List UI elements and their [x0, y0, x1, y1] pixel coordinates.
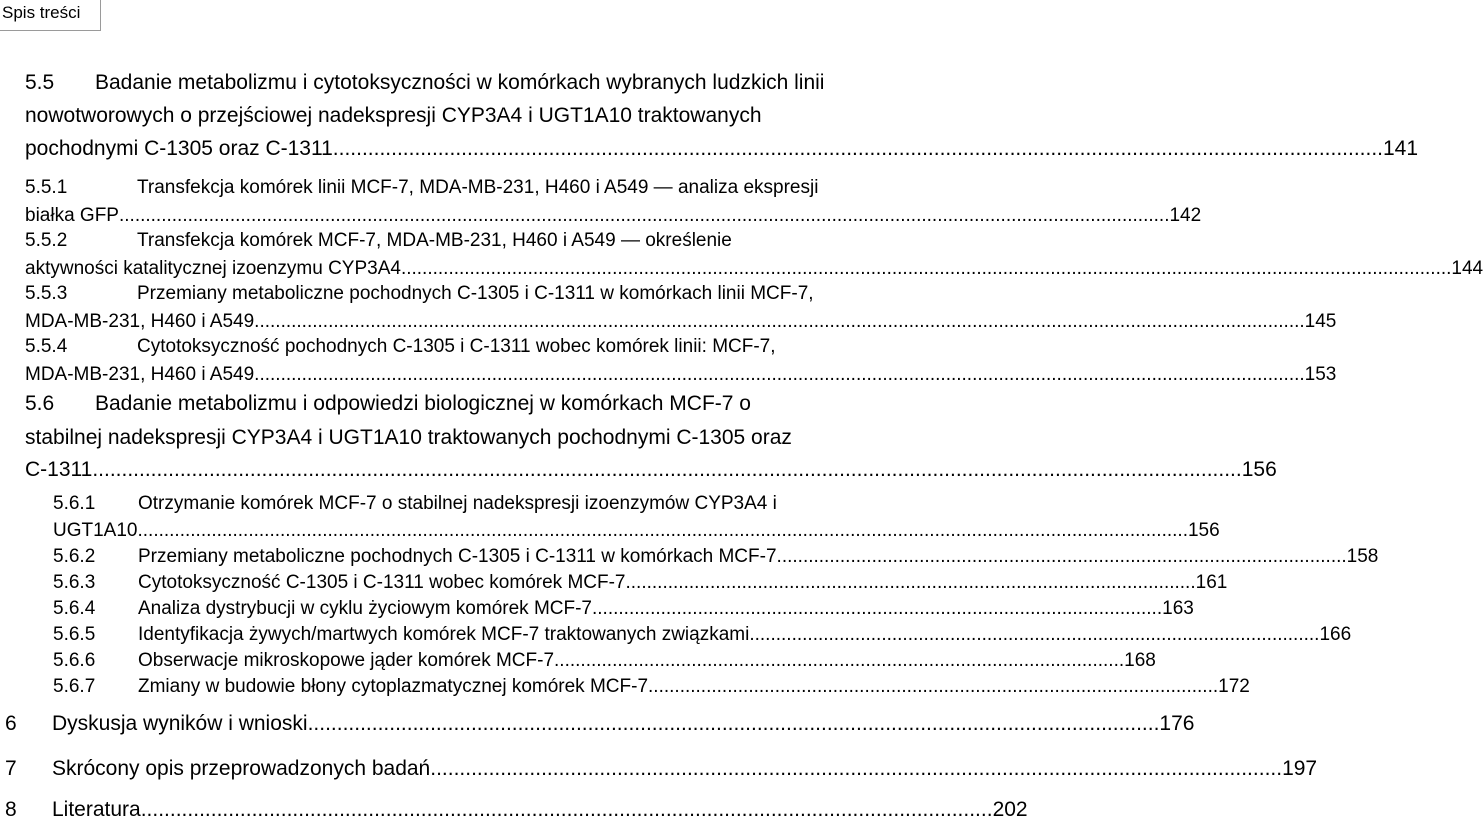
- toc-title-line: aktywności katalitycznej izoenzymu CYP3A4: [25, 258, 401, 279]
- toc-title-line: Obserwacje mikroskopowe jąder komórek MCF-7: [138, 650, 555, 671]
- toc-number: 5.5.1: [25, 177, 68, 198]
- toc-title-line: Literatura: [52, 798, 141, 821]
- dot-leader: ..................................................................................................................................................: [140, 798, 993, 821]
- toc-number: 5.6.2: [53, 546, 96, 567]
- toc-title-line: Cytotoksyczność pochodnych C-1305 i C-1311 wobec komórek linii: MCF-7,: [137, 336, 776, 357]
- toc-page-number: 168: [1124, 650, 1156, 671]
- toc-title-line: Otrzymanie komórek MCF-7 o stabilnej nadekspresji izoenzymów CYP3A4 i: [138, 493, 777, 514]
- toc-entry-5-5-3[interactable]: [25, 282, 960, 305]
- dot-leader: ..................................................................................................................................................: [307, 712, 1160, 735]
- toc-page-number: 163: [1162, 598, 1194, 619]
- toc-title-line: Transfekcja komórek MCF-7, MDA-MB-231, H460 i A549 — określenie: [137, 230, 732, 251]
- toc-title-line: Analiza dystrybucji w cyklu życiowym komórek MCF-7: [138, 598, 592, 619]
- toc-entry-5-5-2-cont: [25, 257, 1483, 280]
- toc-number: 5.6.3: [53, 572, 96, 593]
- toc-entry-5-5-1[interactable]: [25, 176, 960, 199]
- toc-number: 5.5.2: [25, 230, 68, 251]
- toc-page-number: 161: [1195, 572, 1228, 593]
- toc-number: 5.6.1: [53, 493, 96, 514]
- toc-title-line: Badanie metabolizmu i odpowiedzi biologicznej w komórkach MCF-7 o: [95, 392, 751, 415]
- toc-page-number: 202: [992, 798, 1028, 821]
- dot-leader: ...................................................................................................................................................................................: [338, 137, 1383, 160]
- toc-page-number: 176: [1159, 712, 1195, 735]
- toc-entry-5-6[interactable]: [25, 391, 960, 417]
- toc-page-number: 166: [1319, 624, 1352, 645]
- toc-entry-8[interactable]: [5, 797, 1028, 823]
- toc-title-line: Zmiany w budowie błony cytoplazmatycznej komórek MCF-7: [138, 676, 649, 697]
- toc-entry-5-6-4[interactable]: [53, 597, 1194, 620]
- toc-page-number: 172: [1218, 676, 1250, 697]
- toc-number: 5.5.3: [25, 283, 68, 304]
- toc-tab-header[interactable]: [0, 0, 101, 31]
- toc-entry-5-6-1[interactable]: [53, 492, 960, 515]
- toc-number: 5.6.5: [53, 624, 96, 645]
- toc-title-line: C-1311: [25, 458, 93, 481]
- toc-page-number: 145: [1304, 311, 1337, 332]
- toc-number: 5.5: [25, 71, 55, 94]
- toc-title-line: Dyskusja wyników i wnioski: [52, 712, 308, 735]
- toc-entry-7[interactable]: [5, 756, 1318, 782]
- toc-entry-5-5-1-cont: [25, 204, 1202, 227]
- toc-number: 8: [5, 798, 17, 821]
- toc-number: 5.6.6: [53, 650, 96, 671]
- toc-entry-5-6-7[interactable]: [53, 675, 1250, 698]
- dot-leader: ..................................................................................................................................................: [430, 757, 1283, 780]
- toc-title-line: stabilnej nadekspresji CYP3A4 i UGT1A10 traktowanych pochodnymi C-1305 oraz: [25, 426, 792, 449]
- toc-page-number: 197: [1282, 757, 1318, 780]
- toc-title-line: Przemiany metaboliczne pochodnych C-1305 i C-1311 w komórkach linii MCF-7,: [137, 283, 814, 304]
- dot-leader: ............................................................................................................: [648, 676, 1219, 697]
- toc-page-number: 158: [1346, 546, 1379, 567]
- toc-number: 5.6.4: [53, 598, 96, 619]
- dot-leader: ............................................................................................................: [554, 650, 1125, 671]
- toc-title-line: Transfekcja komórek linii MCF-7, MDA-MB-231, H460 i A549 — analiza ekspresji: [137, 177, 819, 198]
- dot-leader: .......................................................................................................................................................................................................: [254, 364, 1305, 385]
- toc-entry-5-5-4[interactable]: [25, 335, 960, 358]
- toc-title-line: UGT1A10: [53, 520, 138, 541]
- toc-entry-5-6-3[interactable]: [53, 571, 1228, 594]
- toc-title-line: Identyfikacja żywych/martwych komórek MCF-7 traktowanych związkami: [138, 624, 750, 645]
- toc-entry-5-6-last: [25, 457, 1277, 483]
- toc-title-line: MDA-MB-231, H460 i A549: [25, 364, 255, 385]
- toc-entry-5-5-cont: [25, 103, 960, 129]
- toc-entry-5-5[interactable]: [25, 70, 960, 96]
- toc-title-line: Badanie metabolizmu i cytotoksyczności w komórkach wybranych ludzkich linii: [95, 71, 825, 94]
- dot-leader: .......................................................................................................................................................................................................: [137, 520, 1188, 541]
- toc-page-number: 153: [1304, 364, 1337, 385]
- toc-entry-5-5-last: [25, 136, 1419, 162]
- dot-leader: ............................................................................................................: [749, 624, 1320, 645]
- dot-leader: .....................................................................................................................................................................................................: [92, 458, 1242, 481]
- toc-entry-5-6-5[interactable]: [53, 623, 1352, 646]
- toc-title-line: nowotworowych o przejściowej nadekspresji CYP3A4 i UGT1A10 traktowanych: [25, 104, 762, 127]
- toc-title-line: MDA-MB-231, H460 i A549: [25, 311, 255, 332]
- toc-title-line: Przemiany metaboliczne pochodnych C-1305 i C-1311 w komórkach MCF-7: [138, 546, 777, 567]
- toc-entry-5-5-3-cont: [25, 310, 1337, 333]
- toc-page-number: 156: [1241, 458, 1277, 481]
- toc-entry-5-6-1-cont: [53, 519, 1220, 542]
- toc-page-number: 141: [1383, 137, 1419, 160]
- toc-number: 5.6: [25, 392, 55, 415]
- toc-title-line: pochodnymi C-1305 oraz C-1311.: [25, 137, 339, 160]
- toc-number: 5.5.4: [25, 336, 68, 357]
- toc-number: 7: [5, 757, 17, 780]
- toc-number: 5.6.7: [53, 676, 96, 697]
- toc-entry-6[interactable]: [5, 711, 1195, 737]
- toc-entry-5-6-cont: [25, 425, 960, 451]
- toc-title-line: Cytotoksyczność C-1305 i C-1311 wobec komórek MCF-7: [138, 572, 626, 593]
- dot-leader: ............................................................................................................: [592, 598, 1163, 619]
- toc-tab-label: Spis treści: [2, 3, 81, 22]
- toc-title-line: białka GFP: [25, 205, 119, 226]
- dot-leader: .......................................................................................................................................................................................................: [254, 311, 1305, 332]
- toc-number: 6: [5, 712, 17, 735]
- toc-entry-5-6-6[interactable]: [53, 649, 1156, 672]
- dot-leader: .......................................................................................................................................................................................................: [400, 258, 1452, 279]
- toc-page-number: 144: [1451, 258, 1483, 279]
- toc-title-line: Skrócony opis przeprowadzonych badań: [52, 757, 431, 780]
- dot-leader: .......................................................................................................................................................................................................: [118, 205, 1170, 226]
- dot-leader: ............................................................................................................: [625, 572, 1196, 593]
- dot-leader: ............................................................................................................: [776, 546, 1347, 567]
- toc-page-number: 142: [1169, 205, 1202, 226]
- toc-page-number: 156: [1187, 520, 1220, 541]
- toc-entry-5-5-4-cont: [25, 363, 1337, 386]
- toc-entry-5-5-2[interactable]: [25, 229, 960, 252]
- toc-entry-5-6-2[interactable]: [53, 545, 1379, 568]
